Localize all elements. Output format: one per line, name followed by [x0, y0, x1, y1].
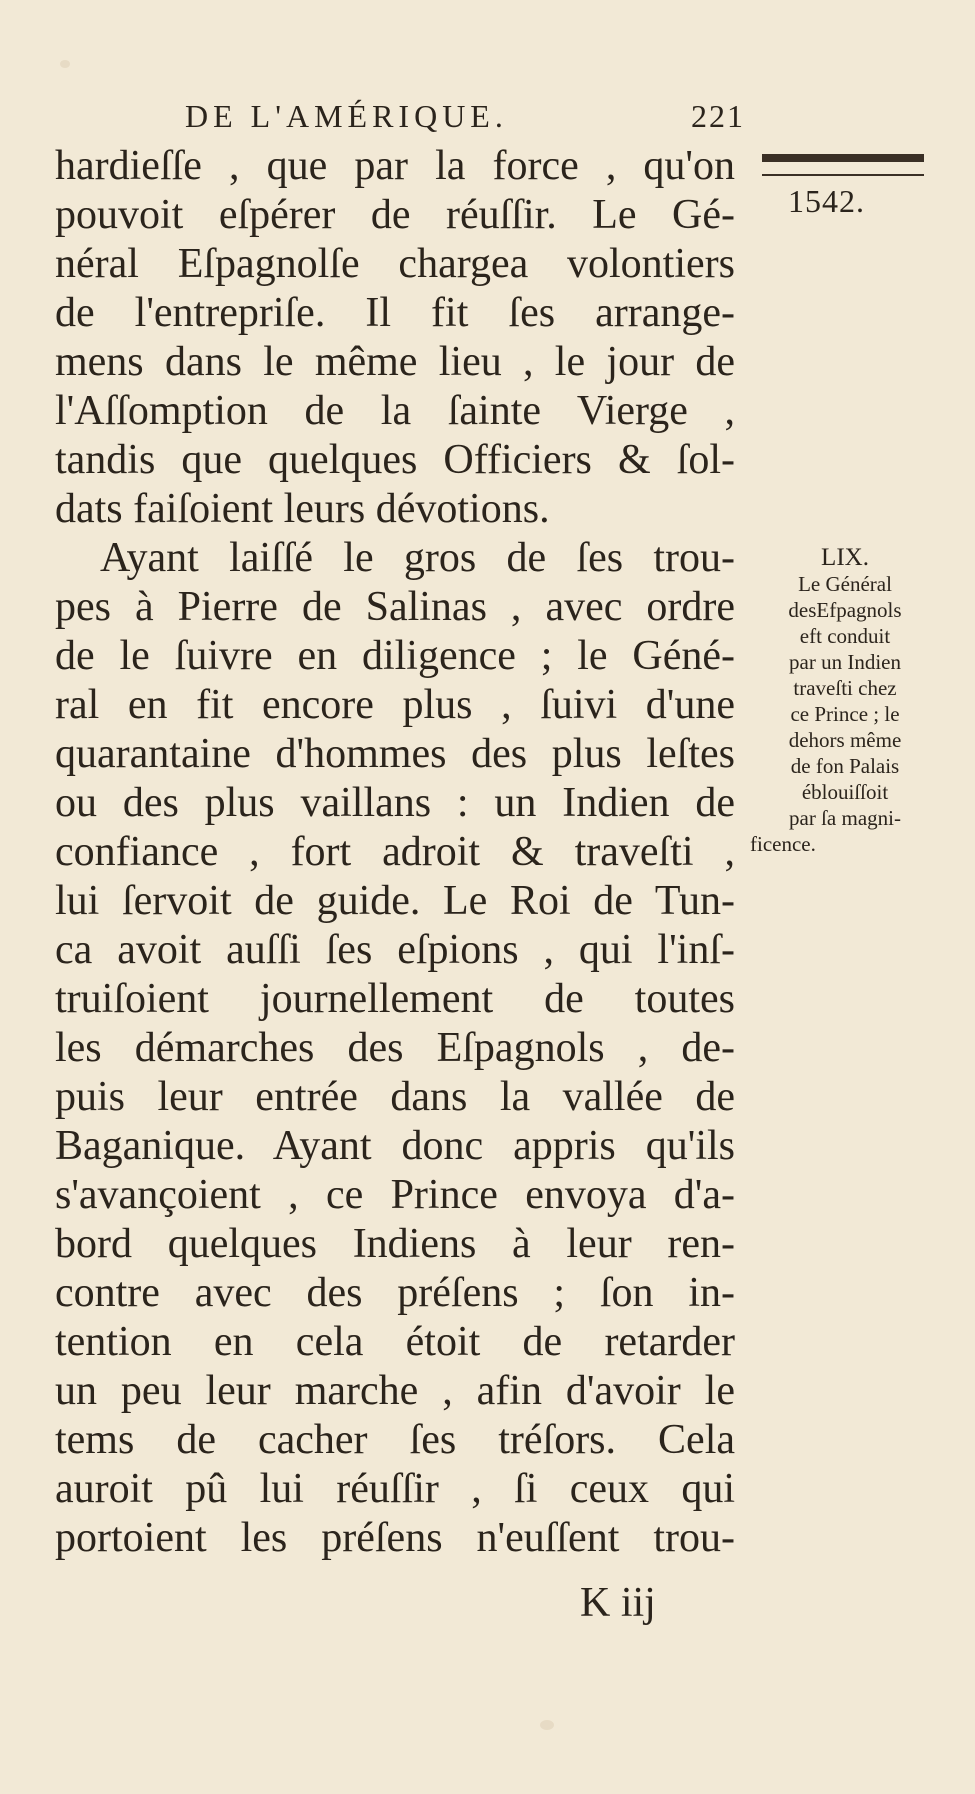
text-line: l'Aſſomption de la ſainte Vierge ,	[55, 388, 735, 434]
text-line: de l'entrepriſe. Il fit ſes arrange-	[55, 290, 735, 336]
text-line: mens dans le même lieu , le jour de	[55, 339, 735, 385]
text-line: truiſoient journellement de toutes	[55, 976, 735, 1022]
margin-note-line: Le Général	[798, 572, 892, 596]
paper-stain	[540, 1720, 554, 1730]
margin-note-line: ficence.	[750, 832, 816, 856]
section-number: LIX.	[821, 544, 869, 571]
margin-note	[750, 545, 940, 857]
text-line: confiance , fort adroit & traveſti ,	[55, 829, 735, 875]
text-line: Ayant laiſſé le gros de ſes trou-	[100, 535, 735, 581]
text-line: néral Eſpagnolſe chargea volontiers	[55, 241, 735, 287]
running-title: DE L'AMÉRIQUE.	[185, 98, 508, 134]
margin-rule	[762, 154, 924, 180]
margin-rule-thick	[762, 154, 924, 162]
signature-mark: K iij	[580, 1580, 656, 1626]
margin-note-line: desEfpagnols	[788, 598, 902, 622]
text-line: tention en cela étoit de retarder	[55, 1319, 735, 1365]
main-text-block	[55, 142, 735, 1563]
margin-note-line: de fon Palais	[790, 754, 900, 778]
text-line: auroit pû lui réuſſir , ſi ceux qui	[55, 1466, 735, 1512]
text-line: lui ſervoit de guide. Le Roi de Tun-	[55, 878, 735, 924]
text-line: quarantaine d'hommes des plus leſtes	[55, 731, 735, 777]
margin-note-line: éblouiſſoit	[801, 780, 889, 804]
text-line: s'avançoient , ce Prince envoya d'a-	[55, 1172, 735, 1218]
text-line: puis leur entrée dans la vallée de	[55, 1074, 735, 1120]
text-line: ca avoit auſſi ſes eſpions , qui l'inſ-	[55, 927, 735, 973]
margin-note-line: par ſa magni-	[789, 806, 901, 830]
margin-note-line: dehors même	[788, 728, 902, 752]
text-line: de le ſuivre en diligence ; le Géné-	[55, 633, 735, 679]
text-line: ou des plus vaillans : un Indien de	[55, 780, 735, 826]
text-line: pouvoit eſpérer de réuſſir. Le Gé-	[55, 192, 735, 238]
text-line: ral en fit encore plus , ſuivi d'une	[55, 682, 735, 728]
text-line: les démarches des Eſpagnols , de-	[55, 1025, 735, 1071]
text-line: bord quelques Indiens à leur ren-	[55, 1221, 735, 1267]
margin-note-line: ce Prince ; le	[790, 702, 900, 726]
text-line: Baganique. Ayant donc appris qu'ils	[55, 1123, 735, 1169]
margin-note-line: traveſti chez	[793, 676, 897, 700]
text-line: portoient les préſens n'euſſent trou-	[55, 1515, 735, 1561]
page-number: 221	[691, 98, 745, 134]
text-line: tems de cacher ſes tréſors. Cela	[55, 1417, 735, 1463]
text-line: contre avec des préſens ; ſon in-	[55, 1270, 735, 1316]
text-line: un peu leur marche , afin d'avoir le	[55, 1368, 735, 1414]
margin-note-line: par un Indien	[789, 650, 901, 674]
running-header	[185, 98, 745, 138]
text-line: dats faiſoient leurs dévotions.	[55, 486, 550, 532]
margin-year: 1542.	[788, 183, 865, 219]
text-line: tandis que quelques Officiers & ſol-	[55, 437, 735, 483]
margin-note-line: eft conduit	[799, 624, 891, 648]
text-line: hardieſſe , que par la force , qu'on	[55, 143, 735, 189]
text-line: pes à Pierre de Salinas , avec ordre	[55, 584, 735, 630]
paper-stain	[60, 60, 70, 68]
margin-rule-thin	[762, 174, 924, 176]
